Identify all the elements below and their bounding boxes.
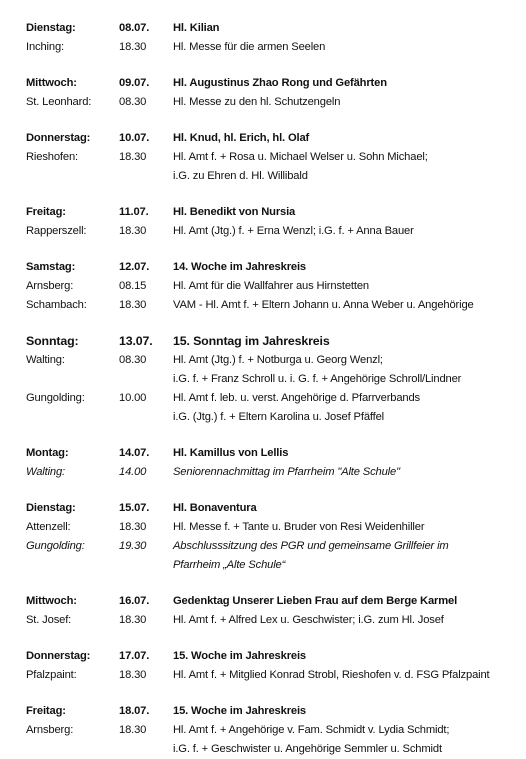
service-row xyxy=(26,389,516,408)
service-row xyxy=(26,167,516,186)
section-gap xyxy=(26,57,516,74)
time-label: 18.30 xyxy=(119,41,147,53)
service-row xyxy=(26,518,516,537)
time-label: 10.00 xyxy=(119,392,147,404)
service-description: i.G. f. + Franz Schroll u. i. G. f. + Angehörige Schroll/Lindner xyxy=(173,373,462,385)
weekday-label: Samstag: xyxy=(26,261,76,273)
section-gap xyxy=(26,186,516,203)
day-header-row xyxy=(26,19,516,38)
service-row xyxy=(26,721,516,740)
feast-title: Hl. Kamillus von Lellis xyxy=(173,447,289,459)
service-row xyxy=(26,556,516,575)
place-label: Rapperszell: xyxy=(26,225,87,237)
date-label: 12.07. xyxy=(119,261,150,273)
place-label xyxy=(26,408,119,427)
place-label: Walting: xyxy=(26,354,65,366)
weekday-label: Montag: xyxy=(26,447,69,459)
section-gap xyxy=(26,685,516,702)
service-description: i.G. (Jtg.) f. + Eltern Karolina u. Josef Pfäffel xyxy=(173,411,385,423)
service-row xyxy=(26,740,516,759)
place-label xyxy=(26,556,119,575)
place-label: Schambach: xyxy=(26,299,87,311)
date-label: 16.07. xyxy=(119,595,150,607)
time-label: 14.00 xyxy=(119,466,147,478)
service-description: Seniorennachmittag im Pfarrheim "Alte Schule" xyxy=(173,466,400,478)
time-label: 08.30 xyxy=(119,354,147,366)
section-gap xyxy=(26,482,516,499)
service-description: i.G. f. + Geschwister u. Angehörige Semmler u. Schmidt xyxy=(173,743,442,755)
day-header-row xyxy=(26,592,516,611)
service-row xyxy=(26,351,516,370)
time-label: 18.30 xyxy=(119,225,147,237)
time-label: 18.30 xyxy=(119,151,147,163)
time-label xyxy=(119,408,173,427)
date-label: 08.07. xyxy=(119,22,150,34)
feast-title: 15. Woche im Jahreskreis xyxy=(173,650,307,662)
section-gap xyxy=(26,112,516,129)
weekday-label: Sonntag: xyxy=(26,334,79,348)
weekday-label: Freitag: xyxy=(26,705,66,717)
date-label: 14.07. xyxy=(119,447,150,459)
weekday-label: Dienstag: xyxy=(26,502,76,514)
place-label: Rieshofen: xyxy=(26,151,78,163)
weekday-label: Dienstag: xyxy=(26,22,76,34)
time-label: 08.15 xyxy=(119,280,147,292)
date-label: 10.07. xyxy=(119,132,150,144)
place-label: Pfalzpaint: xyxy=(26,669,77,681)
day-header-row xyxy=(26,499,516,518)
service-description: Pfarrheim „Alte Schule“ xyxy=(173,559,286,571)
service-row xyxy=(26,93,516,112)
time-label: 18.30 xyxy=(119,521,147,533)
feast-title: 15. Woche im Jahreskreis xyxy=(173,705,307,717)
service-row xyxy=(26,611,516,630)
date-label: 13.07. xyxy=(119,334,153,348)
service-row xyxy=(26,296,516,315)
feast-title: Hl. Knud, hl. Erich, hl. Olaf xyxy=(173,132,310,144)
place-label xyxy=(26,167,119,186)
day-header-row xyxy=(26,332,516,351)
weekday-label: Freitag: xyxy=(26,206,66,218)
service-description: Abschlusssitzung des PGR und gemeinsame Grillfeier im xyxy=(173,540,449,552)
feast-title: 15. Sonntag im Jahreskreis xyxy=(173,334,330,348)
place-label: Arnsberg: xyxy=(26,280,74,292)
time-label: 18.30 xyxy=(119,614,147,626)
service-description: Hl. Amt f. leb. u. verst. Angehörige d. Pfarrverbands xyxy=(173,392,421,404)
service-description: Hl. Amt f. + Alfred Lex u. Geschwister; i.G. zum Hl. Josef xyxy=(173,614,444,626)
day-header-row xyxy=(26,258,516,277)
service-description: Hl. Amt f. + Rosa u. Michael Welser u. Sohn Michael; xyxy=(173,151,428,163)
weekday-label: Mittwoch: xyxy=(26,595,77,607)
service-description: Hl. Amt (Jtg.) f. + Notburga u. Georg Wenzl; xyxy=(173,354,383,366)
place-label: Arnsberg: xyxy=(26,724,74,736)
service-row xyxy=(26,148,516,167)
time-label: 18.30 xyxy=(119,724,147,736)
time-label: 19.30 xyxy=(119,540,147,552)
service-row xyxy=(26,370,516,389)
place-label: Gungolding: xyxy=(26,540,85,552)
service-description: Hl. Messe zu den hl. Schutzengeln xyxy=(173,96,341,108)
feast-title: Hl. Bonaventura xyxy=(173,502,257,514)
feast-title: Hl. Augustinus Zhao Rong und Gefährten xyxy=(173,77,387,89)
service-row xyxy=(26,463,516,482)
place-label: St. Josef: xyxy=(26,614,72,626)
section-gap xyxy=(26,630,516,647)
day-header-row xyxy=(26,74,516,93)
place-label xyxy=(26,740,119,759)
day-header-row xyxy=(26,702,516,721)
service-description: Hl. Messe f. + Tante u. Bruder von Resi Weidenhiller xyxy=(173,521,425,533)
time-label xyxy=(119,370,173,389)
time-label: 18.30 xyxy=(119,669,147,681)
day-header-row xyxy=(26,647,516,666)
service-row xyxy=(26,537,516,556)
date-label: 17.07. xyxy=(119,650,150,662)
time-label: 18.30 xyxy=(119,299,147,311)
service-row xyxy=(26,38,516,57)
time-label xyxy=(119,556,173,575)
service-description: Hl. Amt f. + Mitglied Konrad Strobl, Rieshofen v. d. FSG Pfalzpaint xyxy=(173,669,490,681)
place-label: St. Leonhard: xyxy=(26,96,92,108)
section-gap xyxy=(26,427,516,444)
service-description: Hl. Messe für die armen Seelen xyxy=(173,41,326,53)
date-label: 09.07. xyxy=(119,77,150,89)
day-header-row xyxy=(26,203,516,222)
service-row xyxy=(26,408,516,427)
section-gap xyxy=(26,241,516,258)
date-label: 18.07. xyxy=(119,705,150,717)
section-gap xyxy=(26,315,516,332)
day-header-row xyxy=(26,444,516,463)
place-label: Walting: xyxy=(26,466,66,478)
feast-title: 14. Woche im Jahreskreis xyxy=(173,261,307,273)
feast-title: Hl. Kilian xyxy=(173,22,220,34)
weekday-label: Donnerstag: xyxy=(26,650,91,662)
date-label: 11.07. xyxy=(119,206,149,218)
service-description: Hl. Amt für die Wallfahrer aus Hirnstetten xyxy=(173,280,369,292)
feast-title: Gedenktag Unserer Lieben Frau auf dem Berge Karmel xyxy=(173,595,458,607)
section-gap xyxy=(26,575,516,592)
service-description: Hl. Amt (Jtg.) f. + Erna Wenzl; i.G. f. + Anna Bauer xyxy=(173,225,414,237)
feast-title: Hl. Benedikt von Nursia xyxy=(173,206,296,218)
service-row xyxy=(26,222,516,241)
time-label xyxy=(119,167,173,186)
day-header-row xyxy=(26,129,516,148)
place-label: Gungolding: xyxy=(26,392,85,404)
time-label: 08.30 xyxy=(119,96,147,108)
place-label xyxy=(26,370,119,389)
service-description: i.G. zu Ehren d. Hl. Willibald xyxy=(173,170,308,182)
date-label: 15.07. xyxy=(119,502,150,514)
service-row xyxy=(26,277,516,296)
weekday-label: Mittwoch: xyxy=(26,77,77,89)
service-description: VAM - Hl. Amt f. + Eltern Johann u. Anna Weber u. Angehörige xyxy=(173,299,474,311)
time-label xyxy=(119,740,173,759)
weekday-label: Donnerstag: xyxy=(26,132,91,144)
place-label: Inching: xyxy=(26,41,64,53)
place-label: Attenzell: xyxy=(26,521,71,533)
service-row xyxy=(26,666,516,685)
service-description: Hl. Amt f. + Angehörige v. Fam. Schmidt v. Lydia Schmidt; xyxy=(173,724,450,736)
